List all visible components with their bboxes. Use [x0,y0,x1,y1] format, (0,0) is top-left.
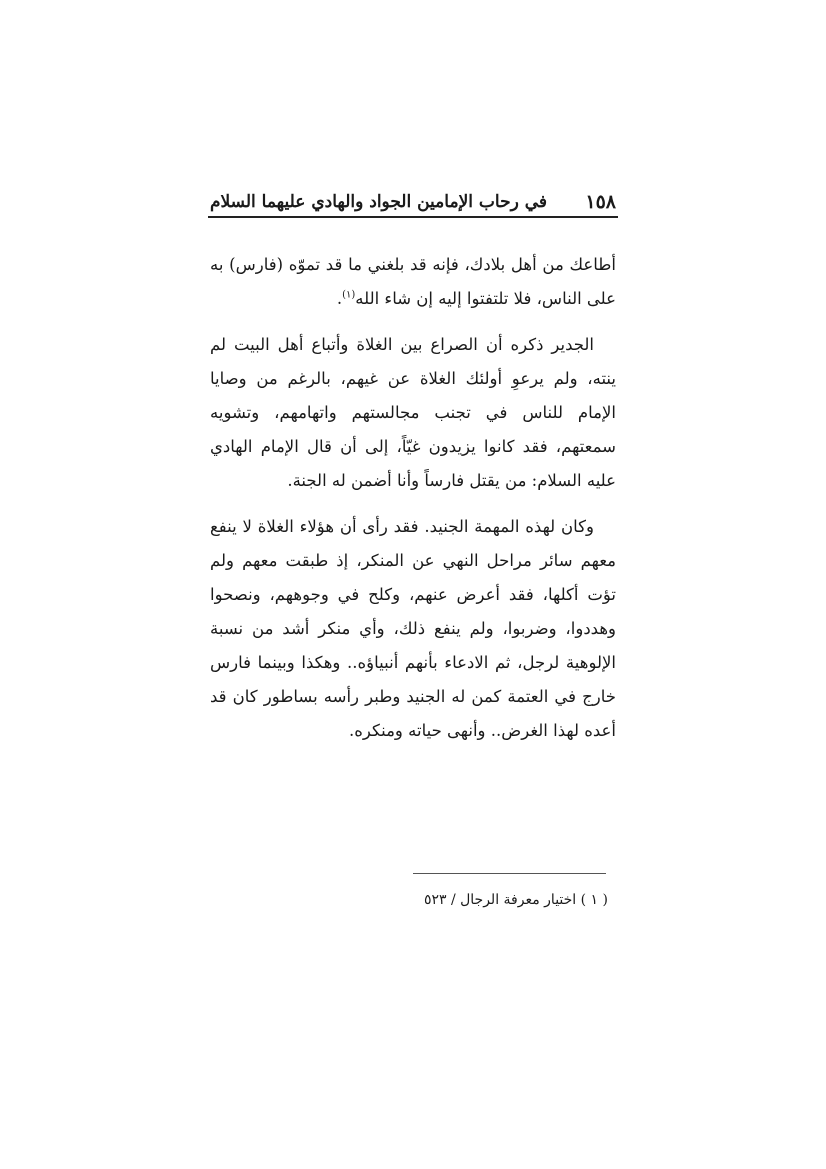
paragraph-3: وكان لهذه المهمة الجنيد. فقد رأى أن هؤلاء الغلاة لا ينفع معهم سائر مراحل النهي عن المنكر، إذ طبقت معهم ولم تؤت أكلها، فقد أعرض عنهم، وكلح في وجوههم، ونصحوا وهددوا، وضربوا، ولم ينفع ذلك، وأي منكر أشد من نسبة الإلوهية لرجل، ثم الادعاء بأنهم أنبياؤه.. وهكذا وبينما فارس خارج في العتمة كمن له الجنيد وطبر رأسه بساطور كان قد أعده لهذا الغرض.. وأنهى حياته ومنكره. [210,517,616,740]
paragraph-1 [210,248,616,316]
header-rule [208,216,618,218]
paragraph-2: الجدير ذكره أن الصراع بين الغلاة وأتباع أهل البيت لم ينته، ولم يرعوِ أولئك الغلاة عن غيهم، بالرغم من وصايا الإمام للناس في تجنب مجالستهم واتهامهم، وتشويه سمعتهم، فقد كانوا يزيدون غيّاً، إلى أن قال الإمام الهادي عليه السلام: من يقتل فارساً وأنا أضمن له الجنة. [210,335,616,490]
body-text [210,248,616,760]
paragraph-1-end: . [336,289,343,308]
footnote-reference: (١) [342,289,356,301]
footnote-rule [413,873,606,874]
page-header [210,188,616,216]
running-title: في رحاب الإمامين الجواد والهادي عليهما السلام [210,192,548,212]
page-number: ١٥٨ [585,191,616,213]
paragraph-1-text: أطاعك من أهل بلادك، فإنه قد بلغني ما قد تموّه (فارس) به على الناس، فلا تلتفتوا إليه إن شاء الله [210,255,616,308]
footnote: ( ١ ) اختيار معرفة الرجال / ٥٢٣ [423,892,608,908]
